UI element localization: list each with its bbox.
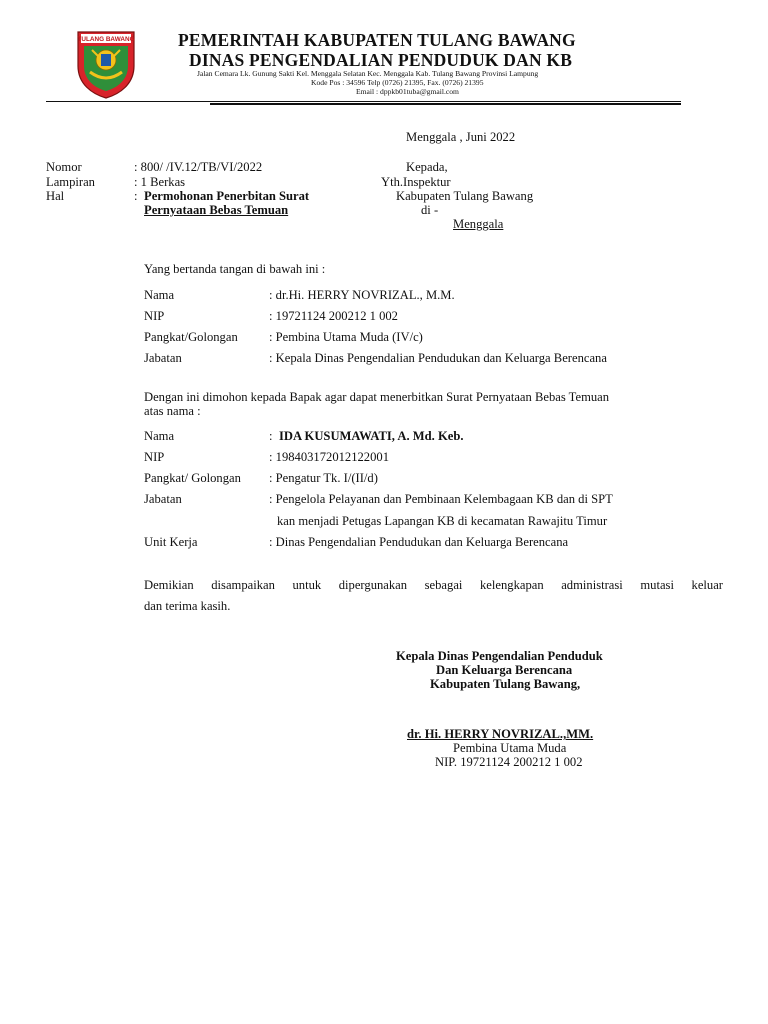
signer-value: : dr.Hi. HERRY NOVRIZAL., M.M. xyxy=(269,288,455,302)
hal-line2: Pernyataan Bebas Temuan xyxy=(144,203,289,217)
signature-nip: NIP. 19721124 200212 1 002 xyxy=(435,755,583,769)
signer-label: NIP xyxy=(144,309,165,323)
kop-contact: Kode Pos : 34596 Telp (0726) 21395, Fax. (0726) 21395 xyxy=(311,78,484,87)
signer-value: : Kepala Dinas Pengendalian Pendudukan dan Keluarga Berencana xyxy=(269,351,607,365)
nomor-value: : 800/ /IV.12/TB/VI/2022 xyxy=(134,160,263,174)
regency-emblem-logo xyxy=(72,28,140,100)
signature-title-line1: Kepala Dinas Pengendalian Penduduk xyxy=(396,649,603,663)
kop-agency-title: DINAS PENGENDALIAN PENDUDUK DAN KB xyxy=(189,50,573,70)
signature-rank: Pembina Utama Muda xyxy=(453,741,567,755)
request-line1: Dengan ini dimohon kepada Bapak agar dapat menerbitkan Surat Pernyataan Bebas Temuan xyxy=(144,390,610,404)
subject-pangkat-label: Pangkat/ Golongan xyxy=(144,471,241,485)
recipient-kepada: Kepada, xyxy=(406,160,448,174)
subject-jabatan-value: : Pengelola Pelayanan dan Pembinaan Kelembagaan KB dan di SPT xyxy=(269,492,613,506)
subject-nama-colon: : xyxy=(269,429,273,443)
subject-nip-label: NIP xyxy=(144,450,165,464)
logo-text: TULANG BAWANG xyxy=(77,36,135,44)
kop-email: Email : dppkb01tuba@gmail.com xyxy=(356,87,459,96)
signer-label: Pangkat/Golongan xyxy=(144,330,238,344)
closing-line1: Demikian disampaikan untuk dipergunakan sebagai kelengkapan administrasi mutasi keluar xyxy=(144,578,723,592)
request-line2: atas nama : xyxy=(144,404,201,418)
place-date: Menggala , Juni 2022 xyxy=(406,130,516,144)
nomor-label: Nomor xyxy=(46,160,82,174)
subject-jabatan-value-cont: kan menjadi Petugas Lapangan KB di kecamatan Rawajitu Timur xyxy=(277,514,608,528)
closing-line2: dan terima kasih. xyxy=(144,599,231,613)
recipient-yth: Yth.Inspektur xyxy=(381,175,451,189)
lampiran-label: Lampiran xyxy=(46,175,95,189)
subject-unit-label: Unit Kerja xyxy=(144,535,198,549)
kop-divider-thick xyxy=(210,103,681,105)
kop-government-title: PEMERINTAH KABUPATEN TULANG BAWANG xyxy=(178,30,576,50)
subject-nip-value: : 198403172012122001 xyxy=(269,450,389,464)
signer-label: Nama xyxy=(144,288,175,302)
signature-title-line3: Kabupaten Tulang Bawang, xyxy=(430,677,581,691)
recipient-line2: Kabupaten Tulang Bawang xyxy=(396,189,534,203)
intro-text: Yang bertanda tangan di bawah ini : xyxy=(144,262,326,276)
subject-pangkat-value: : Pengatur Tk. I/(II/d) xyxy=(269,471,378,485)
signer-value: : Pembina Utama Muda (IV/c) xyxy=(269,330,423,344)
recipient-city: Menggala xyxy=(453,217,504,231)
kop-address: Jalan Cemara Lk. Gunung Sakti Kel. Menggala Selatan Kec. Menggala Kab. Tulang Bawang Provinsi Lampung xyxy=(197,69,539,78)
signer-value: : 19721124 200212 1 002 xyxy=(269,309,398,323)
signer-label: Jabatan xyxy=(144,351,182,365)
hal-colon: : xyxy=(134,189,138,203)
signature-title-line2: Dan Keluarga Berencana xyxy=(436,663,573,677)
subject-jabatan-label: Jabatan xyxy=(144,492,182,506)
hal-label: Hal xyxy=(46,189,65,203)
subject-unit-value: : Dinas Pengendalian Pendudukan dan Keluarga Berencana xyxy=(269,535,569,549)
hal-line1: Permohonan Penerbitan Surat xyxy=(144,189,310,203)
kop-divider-thin xyxy=(46,101,681,102)
recipient-di: di - xyxy=(421,203,439,217)
signature-name: dr. Hi. HERRY NOVRIZAL.,MM. xyxy=(407,727,594,741)
lampiran-value: : 1 Berkas xyxy=(134,175,186,189)
subject-nama-value: IDA KUSUMAWATI, A. Md. Keb. xyxy=(279,429,464,443)
subject-nama-label: Nama xyxy=(144,429,175,443)
